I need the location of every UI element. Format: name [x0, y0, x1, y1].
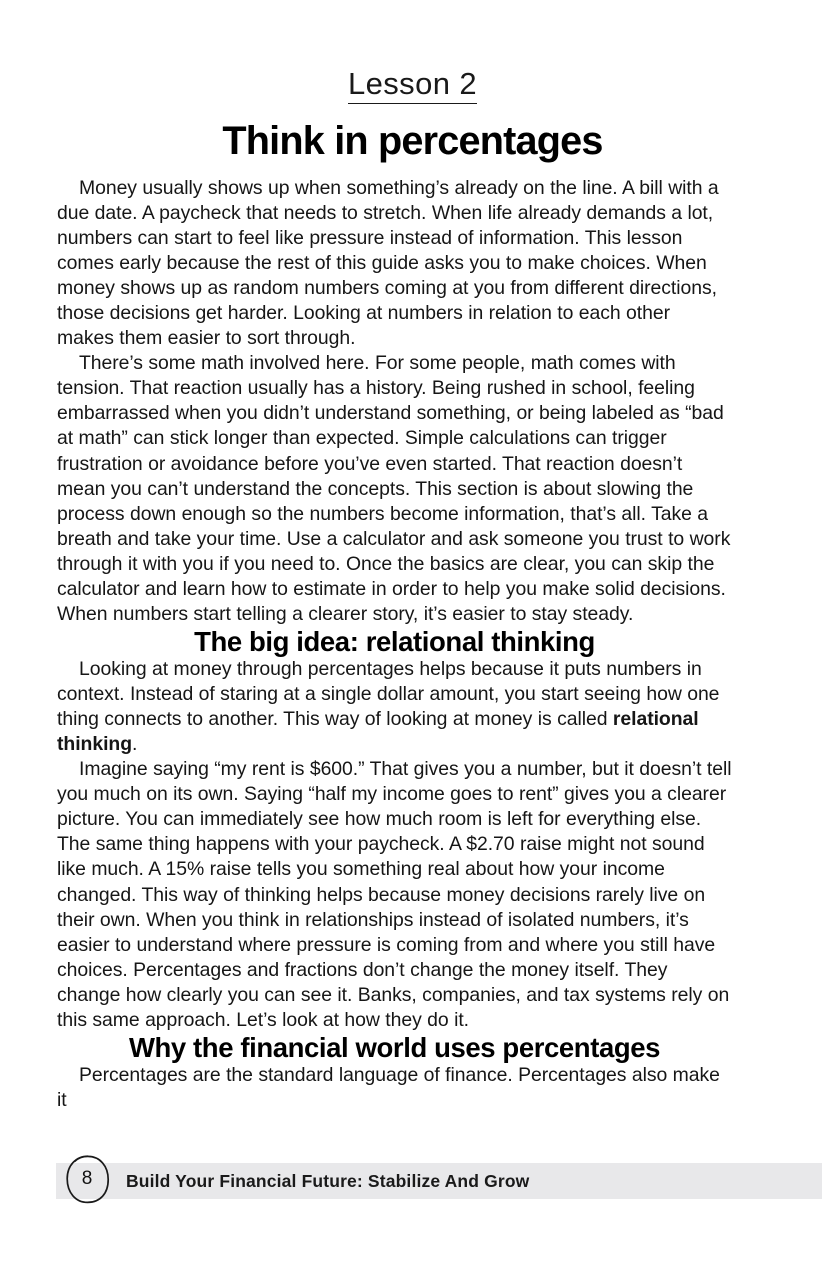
lesson-label [0, 0, 825, 104]
page-number-badge [64, 1153, 120, 1207]
relational-thinking-emphasis: relational thinking [57, 708, 699, 756]
page-content [57, 176, 732, 1113]
intro-paragraph-2: There’s some math involved here. For some people, math comes with tension. That reaction usually has a history. Being rushed in school, feeling embarrassed when you didn’t understand something, or being labeled as “bad at math” can stick longer than expected. Simple calculations can trigger frustration or avoidance before you’ve even started. That reaction doesn’t mean you can’t understand the concepts. This section is about slowing the process down enough so the numbers become information, that’s all. Take a breath and take your time. Use a calculator and ask someone you trust to work through it with you if you need to. Once the basics are clear, you can skip the calculator and learn how to estimate in order to help you make solid decisions. When numbers start telling a clearer story, it’s easier to stay steady. [57, 352, 731, 625]
footer-book-title: Build Your Financial Future: Stabilize And Grow [126, 1171, 530, 1191]
page-number-text: 8 [81, 1168, 93, 1189]
lesson-label-text: Lesson 2 [348, 68, 477, 104]
section1-paragraph-1 [57, 657, 732, 757]
section-heading-big-idea: The big idea: relational thinking [194, 625, 595, 657]
section1-paragraph-1-text-a: Looking at money through percentages helps because it puts numbers in context. Instead of staring at a single dollar amount, you start seeing how one thing connects to another. This way of looking at money is called [57, 658, 720, 731]
section1-paragraph-1-text-b: . [132, 733, 138, 756]
section1-paragraph-2: Imagine saying “my rent is $600.” That gives you a number, but it doesn’t tell you much on its own. Saying “half my income goes to rent” gives you a clearer picture. You can immediately see how much room is left for everything else. The same thing happens with your paycheck. A $2.70 raise might not sound like much. A 15% raise tells you something real about how your income changed. This way of thinking helps because money decisions rarely live on their own. When you think in relationships instead of isolated numbers, it’s easier to understand where pressure is coming from and where you still have choices. Percentages and fractions don’t change the money itself. They change how clearly you can see it. Banks, companies, and tax systems rely on this same approach. Let’s look at how they do it. [57, 758, 732, 1031]
section-heading-why-percentages: Why the financial world uses percentages [128, 1031, 661, 1063]
intro-paragraph-1: Money usually shows up when something’s already on the line. A bill with a due date. A paycheck that needs to stretch. When life already demands a lot, numbers can start to feel like pressure instead of information. This lesson comes early because the rest of this guide asks you to make choices. When money shows up as random numbers coming at you from different directions, those decisions get harder. Looking at numbers in relation to each other makes them easier to sort through. [57, 177, 719, 350]
section2-paragraph-1: Percentages are the standard language of finance. Percentages also make it [57, 1064, 720, 1112]
page-title: Think in percentages [222, 119, 603, 163]
